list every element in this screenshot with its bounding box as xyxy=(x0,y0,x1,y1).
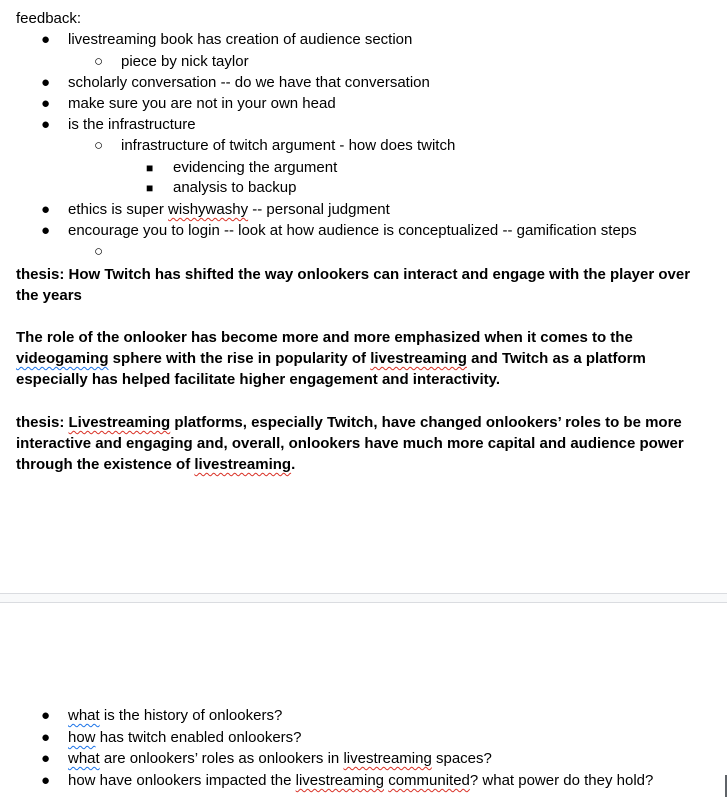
text-segment: and Twitch as a platform especially has helped facilitate higher engagement and interactivity. xyxy=(16,350,646,388)
text-segment: The role of the onlooker has become more and more emphasized when it comes to the xyxy=(16,329,633,346)
list-item xyxy=(68,729,302,747)
text-segment: has twitch enabled onlookers? xyxy=(95,729,302,746)
bullet-disc: ● xyxy=(41,772,51,789)
list-item: make sure you are not in your own head xyxy=(68,95,336,112)
text-segment: ethics is super xyxy=(68,201,169,218)
text-segment: thesis: xyxy=(16,414,69,431)
text-segment: spaces? xyxy=(431,750,492,767)
bullet-disc: ● xyxy=(41,707,51,724)
text-segment: how have onlookers impacted the xyxy=(68,772,296,789)
text-segment: is the history of onlookers? xyxy=(99,707,283,724)
list-item: scholarly conversation -- do we have that conversation xyxy=(68,74,430,91)
bullet-disc: ● xyxy=(41,74,51,91)
list-item: piece by nick taylor xyxy=(121,53,249,70)
list-item: evidencing the argument xyxy=(173,159,338,176)
list-item xyxy=(68,707,282,725)
grammar-flagged-word[interactable]: videogaming xyxy=(16,350,109,367)
misspelled-word[interactable]: livestreaming xyxy=(343,750,432,767)
list-item: encourage you to login -- look at how audience is conceptualized -- gamification steps xyxy=(68,222,637,239)
list-item xyxy=(68,750,492,768)
bullet-disc: ● xyxy=(41,729,51,746)
text-segment: . xyxy=(291,456,296,473)
text-segment: platforms, especially Twitch, have changed onlookers’ roles to be more interactive and engaging and, overall, onlookers have much more capital and audience power through the existence of xyxy=(16,414,684,473)
document-page-2[interactable] xyxy=(0,603,727,797)
list-item: analysis to backup xyxy=(173,179,297,196)
list-item: livestreaming book has creation of audience section xyxy=(68,31,413,48)
misspelled-word[interactable]: livestreaming xyxy=(194,456,292,473)
list-item: is the infrastructure xyxy=(68,116,196,133)
thesis-paragraph xyxy=(16,412,706,475)
text-segment: -- personal judgment xyxy=(248,201,390,218)
page-break xyxy=(0,593,727,603)
misspelled-word[interactable]: wishywashy xyxy=(168,201,249,218)
bullet-disc: ● xyxy=(41,116,51,133)
misspelled-word[interactable]: livestreaming xyxy=(370,350,467,367)
bullet-circle: ○ xyxy=(94,137,104,154)
text-segment: sphere with the rise in popularity of xyxy=(108,350,371,367)
grammar-flagged-word[interactable]: what xyxy=(68,750,100,767)
bullet-square: ■ xyxy=(146,181,154,195)
text-segment: ? what power do they hold? xyxy=(469,772,654,789)
bullet-disc: ● xyxy=(41,222,51,239)
feedback-heading: feedback: xyxy=(16,10,82,27)
text-segment: are onlookers’ roles as onlookers in xyxy=(99,750,344,767)
body-paragraph xyxy=(16,327,706,390)
thesis-paragraph: thesis: How Twitch has shifted the way onlookers can interact and engage with the player over the years xyxy=(16,266,691,304)
misspelled-word[interactable]: Livestreaming xyxy=(68,414,171,431)
list-item xyxy=(68,772,653,790)
grammar-flagged-word[interactable]: how xyxy=(68,729,96,746)
bullet-disc: ● xyxy=(41,750,51,767)
misspelled-word[interactable]: livestreaming xyxy=(295,772,385,789)
bullet-disc: ● xyxy=(41,201,51,218)
bullet-disc: ● xyxy=(41,95,51,112)
grammar-flagged-word[interactable]: what xyxy=(68,707,100,724)
list-item: infrastructure of twitch argument - how does twitch xyxy=(121,137,456,154)
list-item xyxy=(68,201,390,219)
bullet-circle: ○ xyxy=(94,243,104,260)
bullet-circle: ○ xyxy=(94,53,104,70)
misspelled-word[interactable]: communited xyxy=(388,772,470,789)
bullet-disc: ● xyxy=(41,31,51,48)
bullet-square: ■ xyxy=(146,161,154,175)
